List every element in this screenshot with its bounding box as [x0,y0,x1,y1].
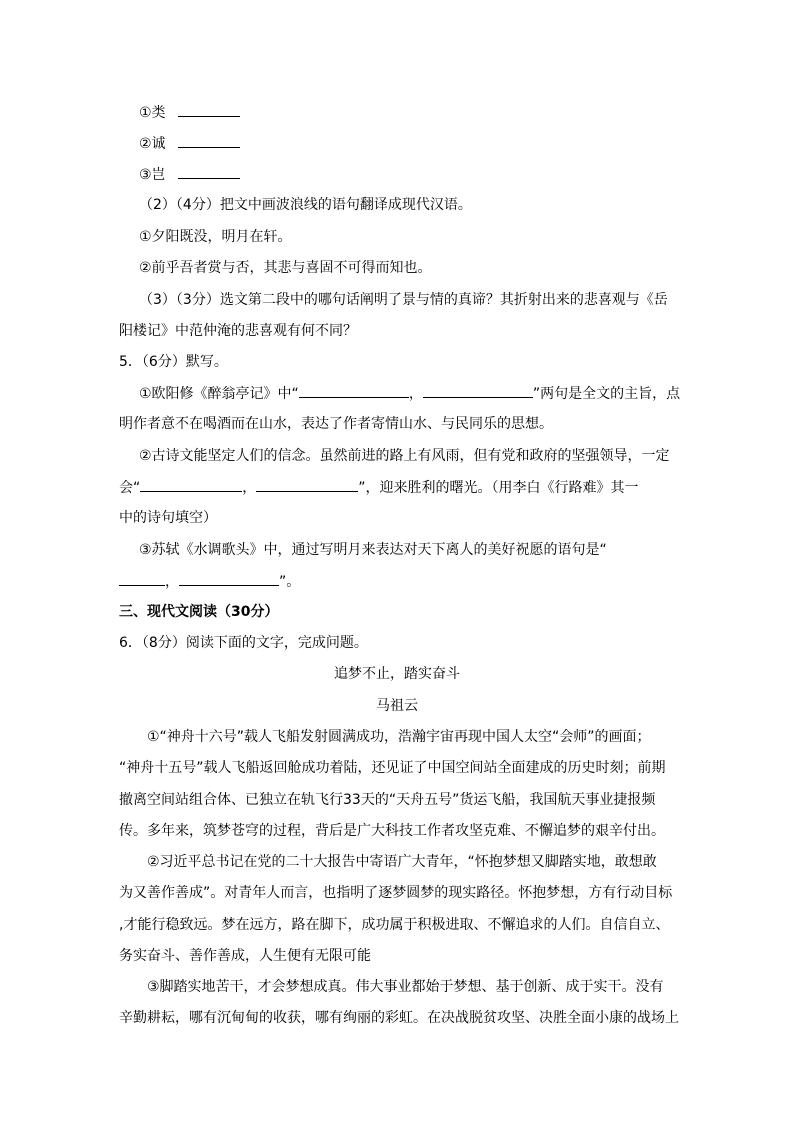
q5-item-2-line1: ②古诗文能坚定人们的信念。虽然前进的路上有风雨，但有党和政府的坚强领导，一定 [139,448,670,464]
q5-item-3-line1: ③苏轼《水调歌头》中，通过写明月来表达对天下离人的美好祝愿的语句是“ [139,542,607,558]
translation-item-1: ①夕阳既没，明月在轩。 [139,229,292,245]
text-segment: ， [408,386,423,402]
q5-item-1-line1 [139,383,680,404]
question-part-3-line1: （3）（3分）选文第二段中的哪句话阐明了景与情的真谛？其折射出来的悲喜观与《岳 [139,292,668,308]
paragraph-1-line1: ①“神舟十六号”载人飞船发射圆满成功，浩瀚宇宙再现中国人太空“会师”的画面； [147,729,651,745]
question-part-2: （2）（4分）把文中画波浪线的语句翻译成现代汉语。 [139,197,472,213]
answer-blank[interactable] [299,383,409,398]
article-author: 马祖云 [376,698,418,714]
q5-item-3-line2 [119,571,300,592]
answer-blank[interactable] [178,102,240,117]
paragraph-3-line2: 辛勤耕耘，哪有沉甸甸的收获，哪有绚丽的彩虹。在决战脱贫攻坚、决胜全面小康的战场上 [119,1010,679,1026]
text-segment: ①欧阳修《醉翁亭记》中“ [139,386,299,402]
vocab-item-lei [139,102,240,123]
text-segment: ， [165,574,179,590]
q5-item-1-line2: 明作者意不在喝酒而在山水，表达了作者寄情山水、与民同乐的思想。 [119,416,553,432]
question-part-3-line2: 阳楼记》中范仲淹的悲喜观有何不同？ [119,323,357,339]
vocab-label: ②诚 [139,136,166,152]
answer-blank[interactable] [178,164,240,179]
vocab-item-qi [139,164,240,185]
q5-item-2-line2 [119,477,639,498]
paragraph-1-line2: “神舟十五号”载人飞船返回舱成功着陆，还见证了中国空间站全面建成的历史时刻；前期 [119,760,666,776]
vocab-label: ③岂 [139,167,166,183]
paragraph-3-line1: ③脚踏实地苦干，才会梦想成真。伟大事业都始于梦想、基于创新、成于实干。没有 [147,979,664,995]
text-segment: 会“ [119,480,141,496]
text-segment: ”两句是全文的主旨，点 [532,386,681,402]
question-5-header: 5．（6分）默写。 [119,354,228,370]
answer-blank[interactable] [256,477,358,492]
paragraph-2-line4: 务实奋斗、善作善成，人生便有无限可能 [119,948,371,964]
answer-blank[interactable] [179,571,279,586]
vocab-item-cheng [139,133,240,154]
paragraph-2-line1: ②习近平总书记在党的二十大报告中寄语广大青年，“怀抱梦想又脚踏实地，敢想敢 [147,854,657,870]
answer-blank[interactable] [140,477,242,492]
answer-blank[interactable] [423,383,533,398]
text-segment: ”，迎来胜利的曙光。（用李白《行路难》其一 [358,480,639,496]
paragraph-1-line4: 传。多年来，筑梦苍穹的过程，背后是广大科技工作者攻坚克难、不懈追梦的艰辛付出。 [119,823,665,839]
question-6-header: 6．（8分）阅读下面的文字，完成问题。 [119,635,368,651]
paragraph-1-line3: 撤离空间站组合体、已独立在轨飞行33天的“天舟五号”货运飞船，我国航天事业捷报频 [119,792,656,808]
answer-blank[interactable] [178,133,240,148]
vocab-label: ①类 [139,105,166,121]
q5-item-2-line3: 中的诗句填空） [119,510,217,526]
paragraph-2-line2: 为又善作善成”。对青年人而言，也指明了逐梦圆梦的现实路径。怀抱梦想，方有行动目标 [119,885,673,901]
article-title: 追梦不止，踏实奋斗 [334,666,460,682]
answer-blank[interactable] [119,571,165,586]
paragraph-2-line3: ,才能行稳致远。梦在远方，路在脚下，成功属于积极进取、不懈追求的人们。自信自立、 [119,917,670,933]
section-heading: 三、现代文阅读（30分） [119,604,279,620]
text-segment: ， [242,480,257,496]
text-segment: ”。 [279,574,301,590]
translation-item-2: ②前乎吾者赏与否，其悲与喜固不可得而知也。 [139,260,432,276]
